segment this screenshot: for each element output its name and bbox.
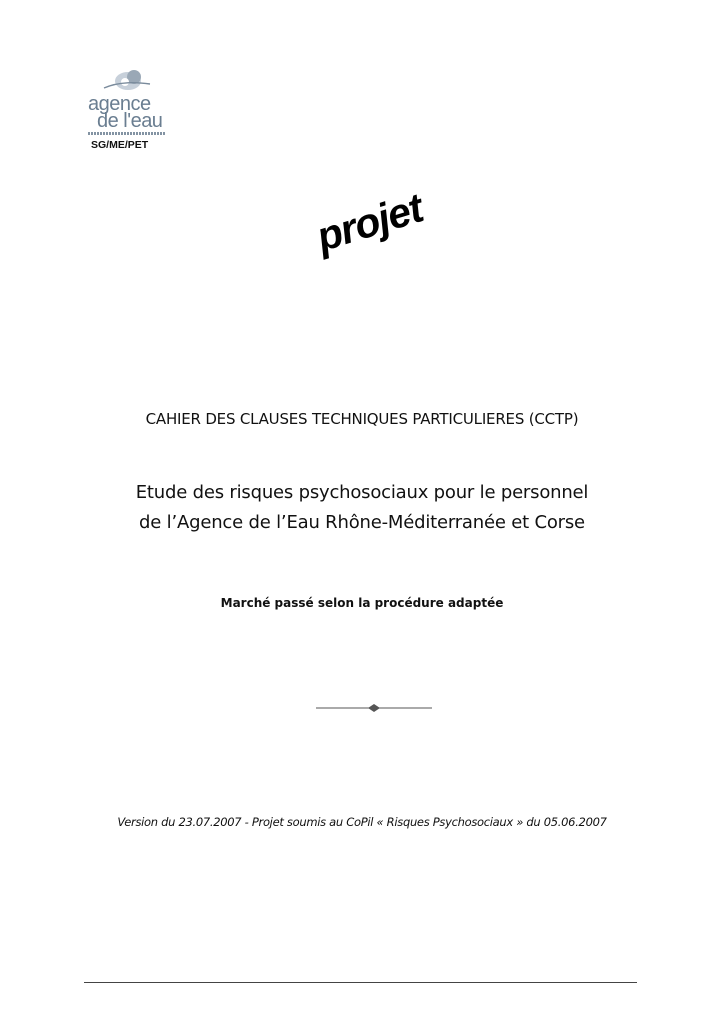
logo-text-agence: agence [88,93,151,115]
water-drop-logo-icon [102,66,152,94]
procurement-procedure: Marché passé selon la procédure adaptée [220,596,504,610]
divider-ornament-icon [316,701,432,715]
draft-stamp: projet [311,184,428,261]
logo-tagline [88,132,166,135]
document-title-line-1: Etude des risques psychosociaux pour le personnel [135,482,589,503]
logo-text-de-leau: de l'eau [97,110,163,132]
footer-divider [84,982,637,983]
version-line: Version du 23.07.2007 - Projet soumis au CoPil « Risques Psychosociaux » du 05.06.2007 [117,815,607,829]
document-title-line-2: de l’Agence de l’Eau Rhône-Méditerranée et Corse [139,512,585,533]
agency-logo [84,62,194,140]
document-type-heading: CAHIER DES CLAUSES TECHNIQUES PARTICULIERES (CCTP) [145,410,579,428]
document-reference: SG/ME/PET [91,139,149,151]
